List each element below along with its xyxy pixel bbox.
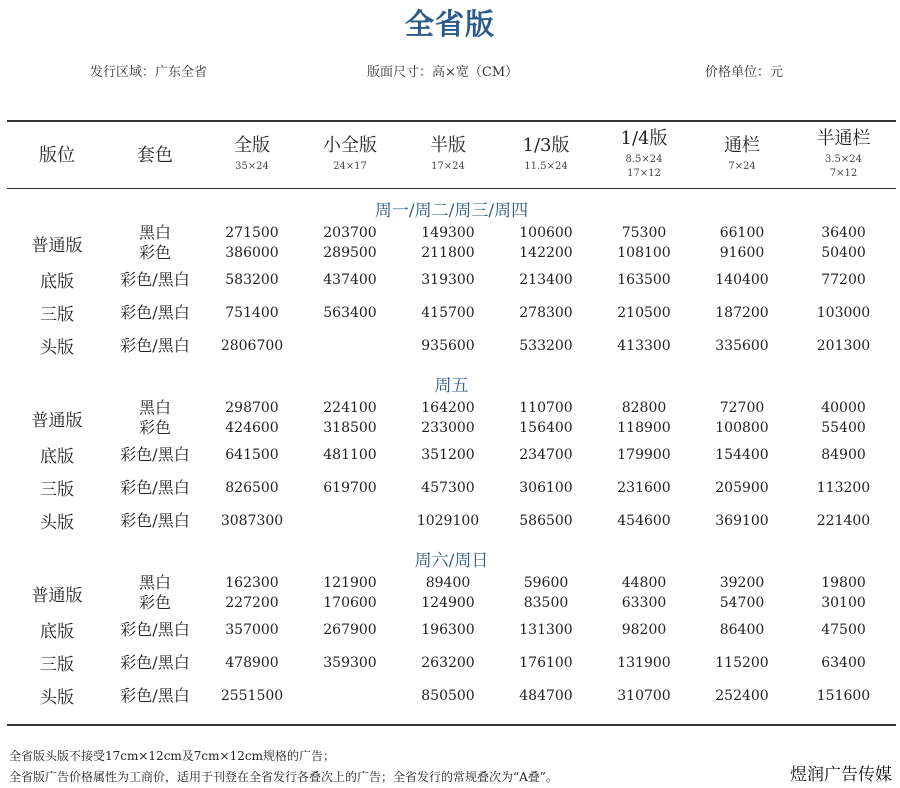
price-value: 478900 bbox=[225, 654, 279, 671]
price-value: 176100 bbox=[519, 654, 573, 671]
price-cell bbox=[301, 679, 399, 712]
price-value: 154400 bbox=[715, 446, 769, 463]
color-cell bbox=[107, 504, 203, 537]
price-cell bbox=[595, 613, 693, 646]
price-cell bbox=[497, 329, 595, 362]
price-cell bbox=[595, 679, 693, 712]
price-cell bbox=[791, 398, 896, 438]
price-cell bbox=[693, 646, 791, 679]
price-value: 457300 bbox=[421, 479, 475, 496]
price-value: 319300 bbox=[421, 271, 475, 288]
price-cell bbox=[203, 438, 301, 471]
color-label: 彩色/黑白 bbox=[120, 302, 190, 322]
period-label: 周五 bbox=[434, 376, 469, 396]
bottom-rule bbox=[7, 724, 896, 726]
price-value: 357000 bbox=[225, 621, 279, 638]
price-value: 234700 bbox=[519, 446, 573, 463]
price-cell bbox=[595, 398, 693, 438]
position-cell: 头版 bbox=[40, 688, 74, 708]
price-value: 221400 bbox=[816, 512, 871, 529]
color-label: 彩色/黑白 bbox=[120, 477, 190, 497]
price-cell bbox=[203, 296, 301, 329]
price-value: 850500 bbox=[421, 687, 475, 704]
price-cell bbox=[203, 504, 301, 537]
color-label: 彩色 bbox=[138, 418, 171, 437]
price-table bbox=[7, 121, 896, 712]
price-value: 124900 bbox=[421, 595, 475, 611]
price-cell bbox=[791, 296, 896, 329]
position-cell: 普通版 bbox=[31, 235, 83, 256]
period-row bbox=[7, 537, 896, 573]
table-row bbox=[7, 263, 896, 296]
price-cell bbox=[399, 613, 497, 646]
price-value: 91600 bbox=[719, 245, 765, 261]
price-value: 115200 bbox=[715, 654, 769, 671]
price-value: 210500 bbox=[617, 304, 671, 321]
price-value: 163500 bbox=[617, 271, 671, 288]
price-value: 162300 bbox=[225, 575, 279, 591]
price-cell bbox=[301, 398, 399, 438]
price-value: 267900 bbox=[323, 621, 377, 638]
position-cell: 头版 bbox=[40, 338, 74, 358]
header-col-half-banner: 半通栏 3.5×24 7×12 bbox=[816, 127, 871, 179]
price-value: 751400 bbox=[225, 304, 279, 321]
price-value: 583200 bbox=[225, 271, 279, 288]
price-value: 263200 bbox=[421, 654, 475, 671]
price-cell bbox=[203, 398, 301, 438]
position-cell: 底版 bbox=[40, 272, 74, 292]
table-row bbox=[7, 646, 896, 679]
position-cell: 三版 bbox=[40, 305, 74, 325]
period-row bbox=[7, 187, 896, 223]
price-cell bbox=[399, 329, 497, 362]
price-value: 454600 bbox=[617, 512, 671, 529]
price-value: 108100 bbox=[617, 245, 671, 261]
price-cell bbox=[399, 263, 497, 296]
price-cell bbox=[693, 398, 791, 438]
price-cell bbox=[497, 471, 595, 504]
color-cell bbox=[107, 398, 203, 438]
price-cell bbox=[497, 613, 595, 646]
table-row bbox=[7, 679, 896, 712]
price-cell bbox=[301, 263, 399, 296]
position-cell: 头版 bbox=[40, 513, 74, 533]
price-value: 54700 bbox=[719, 595, 765, 611]
price-cell bbox=[203, 646, 301, 679]
price-cell bbox=[791, 438, 896, 471]
price-cell bbox=[497, 679, 595, 712]
table-row bbox=[7, 329, 896, 362]
price-value: 39200 bbox=[719, 575, 765, 591]
price-cell bbox=[301, 329, 399, 362]
price-value: 40000 bbox=[821, 400, 866, 416]
color-label: 彩色/黑白 bbox=[120, 685, 190, 705]
price-value: 121900 bbox=[323, 575, 377, 591]
price-cell bbox=[595, 471, 693, 504]
price-value: 50400 bbox=[821, 245, 866, 261]
price-value: 335600 bbox=[715, 337, 769, 354]
color-label: 彩色/黑白 bbox=[120, 619, 190, 639]
price-cell bbox=[399, 296, 497, 329]
price-cell bbox=[693, 329, 791, 362]
price-cell bbox=[497, 223, 595, 263]
price-cell bbox=[791, 471, 896, 504]
table-row bbox=[7, 573, 896, 613]
price-value: 63400 bbox=[821, 654, 866, 671]
position-cell: 底版 bbox=[40, 447, 74, 467]
price-cell bbox=[399, 223, 497, 263]
color-cell bbox=[107, 296, 203, 329]
price-value: 203700 bbox=[323, 225, 377, 241]
period-label: 周六/周日 bbox=[414, 551, 489, 571]
price-value: 149300 bbox=[421, 225, 475, 241]
price-value: 170600 bbox=[323, 595, 377, 611]
price-value: 140400 bbox=[715, 271, 769, 288]
price-value: 205900 bbox=[715, 479, 769, 496]
color-cell bbox=[107, 573, 203, 613]
color-cell bbox=[107, 263, 203, 296]
price-value: 196300 bbox=[421, 621, 475, 638]
price-cell bbox=[301, 646, 399, 679]
price-cell bbox=[203, 471, 301, 504]
price-value: 47500 bbox=[821, 621, 866, 638]
price-cell bbox=[693, 223, 791, 263]
footnote: 全省版头版不接受17cm×12cm及7cm×12cm规格的广告； bbox=[9, 749, 335, 763]
price-cell bbox=[693, 263, 791, 296]
price-value: 55400 bbox=[821, 420, 866, 436]
price-cell bbox=[595, 504, 693, 537]
header-col-banner: 通栏 7×24 bbox=[724, 134, 760, 172]
price-value: 484700 bbox=[519, 687, 573, 704]
header-col-full: 全版 35×24 bbox=[234, 134, 270, 172]
position-cell: 底版 bbox=[40, 622, 74, 642]
color-label: 彩色/黑白 bbox=[120, 335, 190, 355]
price-value: 413300 bbox=[617, 337, 671, 354]
table-row bbox=[7, 296, 896, 329]
price-value: 30100 bbox=[821, 595, 866, 611]
price-value: 100800 bbox=[715, 420, 769, 436]
price-value: 231600 bbox=[617, 479, 671, 496]
price-cell bbox=[497, 296, 595, 329]
price-cell bbox=[497, 573, 595, 613]
price-cell bbox=[791, 646, 896, 679]
price-value: 103000 bbox=[816, 304, 871, 321]
price-cell bbox=[399, 573, 497, 613]
price-cell bbox=[399, 646, 497, 679]
price-cell bbox=[301, 438, 399, 471]
price-cell bbox=[203, 613, 301, 646]
price-value: 211800 bbox=[421, 245, 475, 261]
table-row bbox=[7, 504, 896, 537]
price-cell bbox=[301, 613, 399, 646]
price-cell bbox=[791, 679, 896, 712]
color-cell bbox=[107, 329, 203, 362]
header-col-quarter: 1/4版 8.5×24 17×12 bbox=[620, 127, 668, 179]
header-col-small-full: 小全版 24×17 bbox=[323, 134, 377, 172]
price-cell bbox=[595, 646, 693, 679]
price-value: 252400 bbox=[715, 687, 769, 704]
color-label: 彩色/黑白 bbox=[120, 510, 190, 530]
table-row bbox=[7, 438, 896, 471]
price-cell bbox=[399, 398, 497, 438]
color-cell bbox=[107, 471, 203, 504]
price-cell bbox=[595, 573, 693, 613]
period-label: 周一/周二/周三/周四 bbox=[374, 201, 529, 221]
price-cell bbox=[399, 471, 497, 504]
price-value: 2551500 bbox=[220, 687, 284, 704]
price-value: 415700 bbox=[421, 304, 475, 321]
color-label: 黑白 bbox=[138, 223, 171, 242]
price-value: 100600 bbox=[519, 225, 573, 241]
header-position: 版位 bbox=[39, 145, 75, 166]
price-value: 187200 bbox=[715, 304, 769, 321]
price-value: 351200 bbox=[421, 446, 475, 463]
price-value: 424600 bbox=[225, 420, 279, 436]
price-value: 289500 bbox=[323, 245, 377, 261]
position-cell: 三版 bbox=[40, 480, 74, 500]
price-cell bbox=[693, 573, 791, 613]
color-label: 彩色/黑白 bbox=[120, 652, 190, 672]
price-cell bbox=[203, 573, 301, 613]
price-value: 227200 bbox=[225, 595, 279, 611]
price-value: 619700 bbox=[323, 479, 377, 496]
color-cell bbox=[107, 646, 203, 679]
price-value: 224100 bbox=[323, 400, 377, 416]
price-value: 36400 bbox=[821, 225, 866, 241]
color-label: 彩色 bbox=[138, 243, 171, 262]
price-value: 271500 bbox=[225, 225, 279, 241]
table-row bbox=[7, 613, 896, 646]
price-value: 563400 bbox=[323, 304, 377, 321]
price-value: 83500 bbox=[523, 595, 569, 611]
price-value: 142200 bbox=[519, 245, 573, 261]
price-cell bbox=[399, 504, 497, 537]
color-label: 彩色/黑白 bbox=[120, 269, 190, 289]
price-value: 3087300 bbox=[220, 512, 284, 529]
price-cell bbox=[301, 471, 399, 504]
price-value: 59600 bbox=[523, 575, 569, 591]
price-value: 72700 bbox=[719, 400, 765, 416]
position-cell: 普通版 bbox=[31, 585, 83, 606]
color-cell bbox=[107, 613, 203, 646]
header-color: 套色 bbox=[137, 145, 173, 166]
price-value: 66100 bbox=[719, 225, 765, 241]
header-col-half: 半版 17×24 bbox=[430, 134, 466, 172]
price-cell bbox=[203, 263, 301, 296]
table-row bbox=[7, 471, 896, 504]
price-cell bbox=[693, 438, 791, 471]
price-value: 89400 bbox=[425, 575, 471, 591]
price-value: 437400 bbox=[323, 271, 377, 288]
price-value: 98200 bbox=[621, 621, 667, 638]
table-row bbox=[7, 223, 896, 263]
color-label: 黑白 bbox=[138, 573, 171, 592]
price-cell bbox=[595, 223, 693, 263]
price-value: 586500 bbox=[519, 512, 573, 529]
period-row bbox=[7, 362, 896, 398]
price-cell bbox=[497, 438, 595, 471]
price-cell bbox=[791, 263, 896, 296]
price-cell bbox=[595, 438, 693, 471]
brand-watermark: 煜润广告传媒 bbox=[790, 765, 892, 785]
price-value: 44800 bbox=[621, 575, 667, 591]
header-row bbox=[7, 121, 896, 187]
header-col-third: 1/3版 11.5×24 bbox=[522, 134, 570, 172]
price-cell bbox=[693, 613, 791, 646]
price-cell bbox=[791, 573, 896, 613]
price-cell bbox=[791, 223, 896, 263]
price-cell bbox=[497, 263, 595, 296]
price-value: 278300 bbox=[519, 304, 573, 321]
color-label: 彩色/黑白 bbox=[120, 444, 190, 464]
price-cell bbox=[693, 296, 791, 329]
price-value: 19800 bbox=[821, 575, 866, 591]
price-value: 369100 bbox=[715, 512, 769, 529]
price-cell bbox=[791, 613, 896, 646]
price-value: 213400 bbox=[519, 271, 573, 288]
region-info: 发行区域：广东全省 bbox=[90, 65, 208, 80]
price-cell bbox=[693, 679, 791, 712]
price-value: 298700 bbox=[225, 400, 279, 416]
color-label: 彩色 bbox=[138, 593, 171, 612]
price-value: 386000 bbox=[225, 245, 279, 261]
price-value: 118900 bbox=[617, 420, 671, 436]
price-cell bbox=[399, 438, 497, 471]
size-info: 版面尺寸：高×宽（CM） bbox=[367, 65, 519, 80]
price-value: 179900 bbox=[617, 446, 671, 463]
price-cell bbox=[497, 504, 595, 537]
price-value: 641500 bbox=[225, 446, 279, 463]
price-value: 75300 bbox=[621, 225, 667, 241]
price-value: 86400 bbox=[719, 621, 765, 638]
price-cell bbox=[301, 573, 399, 613]
price-value: 359300 bbox=[323, 654, 377, 671]
table-row bbox=[7, 398, 896, 438]
price-value: 164200 bbox=[421, 400, 475, 416]
page-title: 全省版 bbox=[404, 7, 495, 41]
color-label: 黑白 bbox=[138, 398, 171, 417]
color-cell bbox=[107, 438, 203, 471]
price-value: 310700 bbox=[617, 687, 671, 704]
price-cell bbox=[693, 471, 791, 504]
price-value: 481100 bbox=[323, 446, 377, 463]
price-value: 131900 bbox=[617, 654, 671, 671]
price-cell bbox=[595, 263, 693, 296]
price-value: 84900 bbox=[821, 446, 866, 463]
price-cell bbox=[203, 223, 301, 263]
footnotes bbox=[9, 746, 558, 788]
price-cell bbox=[301, 296, 399, 329]
price-cell bbox=[203, 329, 301, 362]
price-value: 113200 bbox=[816, 479, 871, 496]
price-value: 110700 bbox=[519, 400, 573, 416]
position-cell: 三版 bbox=[40, 655, 74, 675]
color-cell bbox=[107, 679, 203, 712]
price-value: 533200 bbox=[519, 337, 573, 354]
price-value: 2806700 bbox=[220, 337, 284, 354]
price-cell bbox=[399, 679, 497, 712]
price-value: 233000 bbox=[421, 420, 475, 436]
price-cell bbox=[497, 646, 595, 679]
price-cell bbox=[301, 504, 399, 537]
price-value: 935600 bbox=[421, 337, 475, 354]
price-value: 82800 bbox=[621, 400, 667, 416]
price-table-body bbox=[7, 187, 896, 712]
price-value: 131300 bbox=[519, 621, 573, 638]
price-cell bbox=[595, 296, 693, 329]
price-cell bbox=[791, 504, 896, 537]
price-cell bbox=[595, 329, 693, 362]
price-value: 826500 bbox=[225, 479, 279, 496]
price-cell bbox=[203, 679, 301, 712]
price-value: 201300 bbox=[816, 337, 871, 354]
footnote: 全省版广告价格属性为工商价，适用于刊登在全省发行各叠次上的广告；全省发行的常规叠次为“A叠”。 bbox=[9, 770, 558, 784]
price-value: 306100 bbox=[519, 479, 573, 496]
color-cell bbox=[107, 223, 203, 263]
price-value: 63300 bbox=[621, 595, 667, 611]
price-value: 77200 bbox=[821, 271, 866, 288]
price-cell bbox=[693, 504, 791, 537]
price-value: 156400 bbox=[519, 420, 573, 436]
price-cell bbox=[301, 223, 399, 263]
price-cell bbox=[497, 398, 595, 438]
position-cell: 普通版 bbox=[31, 410, 83, 431]
price-value: 151600 bbox=[816, 687, 871, 704]
unit-info: 价格单位：元 bbox=[705, 65, 784, 80]
price-value: 318500 bbox=[323, 420, 377, 436]
price-value: 1029100 bbox=[416, 512, 480, 529]
price-cell bbox=[791, 329, 896, 362]
